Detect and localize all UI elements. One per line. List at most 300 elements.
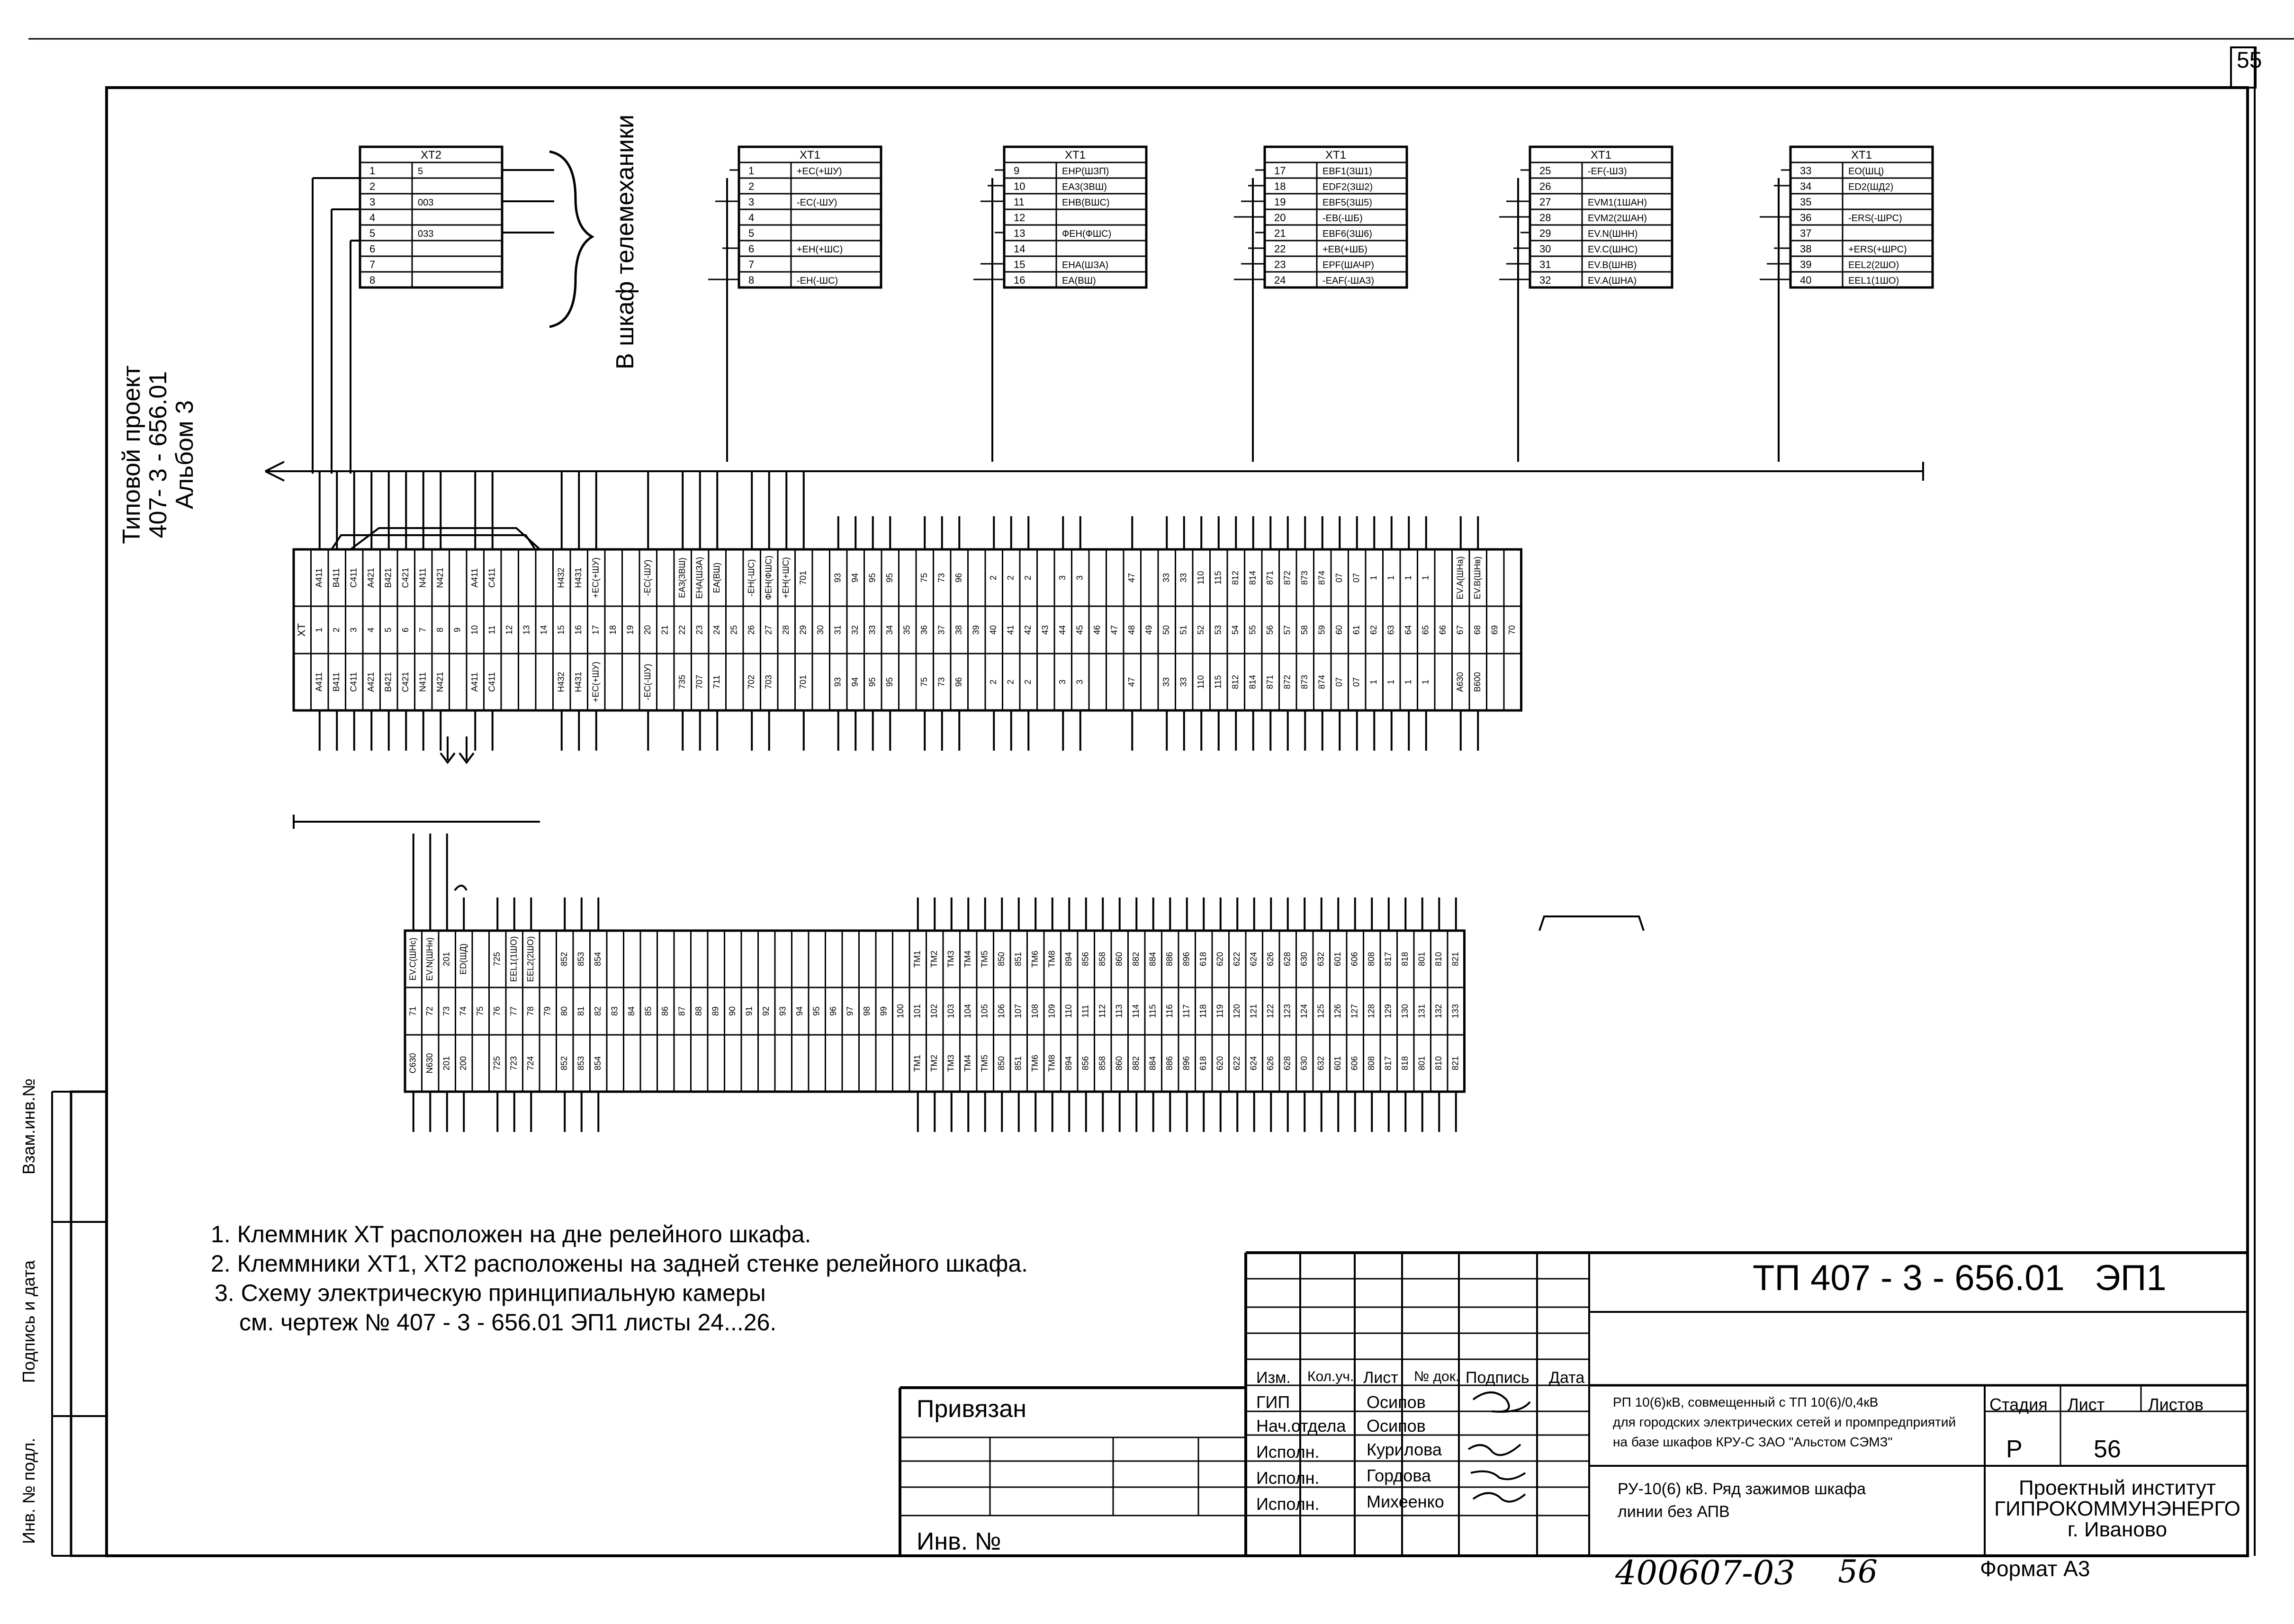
terminal-strip-xt-top-label: 871 (1265, 570, 1275, 585)
terminal-strip-xt-terminal-number: 61 (1351, 625, 1361, 635)
terminal-strip-xt-top-label: A421 (366, 567, 376, 588)
terminal-strip-2-terminal-number: 130 (1400, 1004, 1410, 1019)
terminal-strip-xt-top-label: 872 (1282, 570, 1292, 585)
xt2-table-row-signal: 5 (418, 166, 423, 177)
terminal-strip-xt-bottom-label: A411 (470, 672, 479, 692)
terminal-strip-2-bottom-label: TM4 (963, 1055, 972, 1072)
xt1-table-5-title: XT1 (1851, 149, 1872, 162)
terminal-strip-2-bottom-label: 632 (1316, 1056, 1326, 1071)
terminal-strip-2-terminal-number: 116 (1165, 1004, 1174, 1018)
terminal-strip-xt-bottom-label: 735 (677, 674, 687, 690)
terminal-strip-2-bottom-label: 817 (1383, 1056, 1393, 1071)
terminal-strip-2-top-label: 606 (1349, 951, 1359, 967)
terminal-strip-2-bottom-label: TM6 (1030, 1055, 1040, 1072)
terminal-strip-2-bottom-label: 724 (526, 1056, 535, 1071)
strip2-hook (455, 886, 467, 890)
terminal-strip-xt-top-label: EV.A(ШНа) (1455, 556, 1465, 600)
terminal-strip-2-top-label: TM1 (912, 951, 922, 968)
xt2-table (360, 147, 502, 287)
terminal-strip-2-terminal-number: 112 (1098, 1004, 1107, 1018)
terminal-strip-2-bottom-label: 200 (459, 1056, 468, 1071)
xt1-table-5-row-num: 37 (1800, 227, 1812, 239)
terminal-strip-xt-bottom-label: 07 (1351, 677, 1361, 687)
jumper-upper-1 (332, 535, 535, 549)
terminal-strip-xt-terminal-number: 26 (747, 625, 756, 635)
terminal-strip-xt-bottom-label: 711 (712, 675, 721, 689)
terminal-strip-2-terminal-number: 82 (593, 1006, 603, 1016)
terminal-strip-xt-terminal-number: 46 (1092, 625, 1102, 635)
terminal-strip-2-terminal-number: 128 (1367, 1004, 1376, 1019)
terminal-strip-xt-top-label: B421 (383, 567, 393, 588)
xt1-table-4-title: XT1 (1590, 149, 1612, 162)
terminal-strip-xt-top-label: 33 (1178, 573, 1188, 583)
terminal-strip-xt-terminal-number: 17 (591, 625, 601, 635)
terminal-strip-xt-terminal-number: 54 (1231, 625, 1240, 635)
xt1-table-2-row-signal: EHB(ВШС) (1062, 197, 1110, 208)
terminal-strip-xt-top-label: 874 (1317, 570, 1327, 585)
terminal-strip-xt-bottom-label: 47 (1127, 677, 1136, 687)
description-1-line-2: для городских электрических сетей и промпредприятий (1613, 1415, 1956, 1429)
terminal-strip-xt-bottom-label: 1 (1369, 679, 1378, 685)
terminal-strip-2-terminal-number: 108 (1030, 1004, 1040, 1019)
terminal-strip-2-terminal-number: 86 (660, 1006, 670, 1016)
terminal-strip-xt-bottom-label: H432 (556, 672, 566, 692)
terminal-strip-xt-top-label: 73 (936, 573, 946, 583)
xt1-table-1-row-num: 7 (748, 259, 755, 270)
terminal-strip-2 (405, 897, 1465, 1132)
terminal-strip-xt-top-label: 701 (798, 570, 808, 585)
terminal-strip-2-top-label: 622 (1232, 951, 1241, 967)
terminal-strip-2-terminal-number: 119 (1215, 1004, 1225, 1018)
handwritten-code: 400607-03 (1615, 1553, 1795, 1592)
description-2-line-1: РУ-10(6) кВ. Ряд зажимов шкафа (1618, 1480, 1866, 1498)
terminal-strip-2-terminal-number: 78 (526, 1006, 535, 1016)
xt1-table-2-row-signal: EHP(ШЗП) (1062, 166, 1109, 177)
terminal-strip-2-terminal-number: 115 (1148, 1004, 1158, 1018)
terminal-strip-xt-terminal-number: 31 (833, 625, 843, 635)
page-number: 55 (2237, 48, 2262, 73)
terminal-strip-xt-bottom-label: 33 (1178, 677, 1188, 687)
terminal-strip-xt-terminal-number: 37 (936, 625, 946, 635)
stadia-label: Стадия (1989, 1395, 2048, 1414)
terminal-strip-xt-bottom-label: 1 (1403, 679, 1413, 685)
terminal-strip-xt-top-label: 07 (1334, 573, 1344, 583)
terminal-strip-xt-bottom-label: 07 (1334, 677, 1344, 687)
terminal-strip-xt-terminal-number: 18 (608, 625, 618, 635)
terminal-strip-xt-terminal-number: 41 (1006, 625, 1016, 635)
terminal-strip-xt-top-label: N421 (435, 567, 445, 588)
terminal-strip-xt-bottom-label: 2 (1006, 679, 1016, 685)
xt1-table-2-row-signal: EA(ВШ) (1062, 276, 1096, 286)
xt1-table-3-row-signal: EPF(ШАЧР) (1322, 260, 1374, 270)
xt1-table-1-row-num: 5 (748, 227, 755, 239)
terminal-strip-2-terminal-number: 118 (1198, 1004, 1208, 1018)
terminal-strip-xt-bottom-label: 93 (833, 677, 843, 687)
terminal-strip-2-top-label: 630 (1299, 951, 1309, 967)
terminal-strip-xt-terminal-number: 20 (643, 625, 652, 635)
terminal-strip-xt-top-label: 115 (1213, 571, 1223, 585)
xt2-table-row-signal: 003 (418, 197, 434, 208)
terminal-strip-xt-bottom-label: +EC(+ШУ) (591, 662, 601, 702)
side-stamp-album: Альбом 3 (171, 400, 198, 509)
terminal-strip-2-terminal-number: 110 (1064, 1004, 1073, 1018)
xt1-table-3 (1265, 147, 1407, 287)
terminal-strip-xt-top-label: 95 (885, 573, 894, 583)
terminal-strip-xt-top-label: 1 (1369, 575, 1378, 581)
col-kolvo: Кол.уч. (1307, 1369, 1354, 1384)
terminal-strip-2-top-label: 810 (1434, 951, 1443, 967)
terminal-strip-2-terminal-number: 131 (1417, 1004, 1427, 1019)
terminal-strip-xt-terminal-number: 70 (1507, 625, 1517, 635)
inv-no-label: Инв. № (917, 1528, 1001, 1555)
xt1-table-3-row-signal: +EB(+ШБ) (1322, 244, 1367, 255)
terminal-strip-2-top-label: 852 (559, 951, 569, 967)
terminal-strip-2-top-label: 818 (1400, 951, 1410, 967)
terminal-strip-2-terminal-number: 117 (1181, 1004, 1191, 1018)
xt1-table-3-row-num: 24 (1274, 274, 1286, 286)
xt2-table-frame (360, 147, 502, 287)
terminal-strip-xt-top-label: 94 (850, 573, 860, 583)
terminal-strip-xt-bottom-label: B411 (332, 672, 341, 692)
xt1-table-3-row-signal: EBF5(ЗШ5) (1322, 197, 1372, 208)
terminal-strip-2-terminal-number: 94 (795, 1006, 804, 1016)
notes (211, 1220, 1028, 1337)
format-label: Формат А3 (1980, 1556, 2090, 1581)
terminal-strip-2-terminal-number: 79 (542, 1006, 552, 1016)
terminal-strip-xt-bottom-label: 95 (885, 677, 894, 687)
terminal-strip-xt-top-label: 47 (1127, 573, 1136, 583)
xt1-table-1-title: XT1 (799, 149, 821, 162)
xt1-table-4-row-signal: -EF(-ШЗ) (1588, 166, 1627, 177)
down-arrow-1 (441, 736, 455, 763)
xt1-table-4-row-num: 30 (1539, 243, 1551, 255)
terminal-strip-2-terminal-number: 84 (627, 1006, 636, 1016)
org-line-2: ГИПРОКОММУНЭНЕРГО (1994, 1497, 2240, 1520)
handwritten-sheet: 56 (1838, 1553, 1878, 1590)
xt1-table-5-row-signal: +ERS(+ШРС) (1848, 244, 1907, 255)
terminal-strip-2-terminal-number: 75 (475, 1006, 485, 1016)
terminal-strip-xt-bottom-label: 707 (694, 674, 704, 690)
xt1-table-1-row-signal: -EH(-ШС) (797, 276, 838, 286)
terminal-strip-xt-terminal-number: 29 (798, 625, 808, 635)
terminal-strip-xt-terminal-number: 51 (1178, 625, 1188, 635)
xt1-table-5-row-num: 35 (1800, 196, 1812, 208)
terminal-strip-xt-terminal-number: 19 (625, 625, 635, 635)
xt2-table-row-num: 8 (369, 274, 376, 286)
terminal-strip-xt-top-label: C421 (401, 567, 410, 588)
col-podpis: Подпись (1466, 1369, 1529, 1387)
terminal-strip-2-terminal-number: 129 (1383, 1004, 1393, 1019)
list-label: Лист (2068, 1395, 2105, 1414)
terminal-strip-2-top-label: 626 (1266, 951, 1275, 967)
xt1-table-3-row-signal: EDF2(ЗШ2) (1322, 182, 1373, 192)
xt1-table-5-row-signal: ED2(ШД2) (1848, 182, 1894, 192)
xt1-table-5-row-signal: EO(ШЦ) (1848, 166, 1884, 177)
terminal-strip-xt-bottom-label: 3 (1075, 679, 1085, 685)
terminal-strip-xt-bottom-label: B421 (383, 672, 393, 692)
terminal-strip-xt-top-label: 93 (833, 573, 843, 583)
terminal-strip-xt-terminal-number: 8 (435, 627, 445, 633)
xt1-table-2-row-signal: ФEH(ФШС) (1062, 229, 1112, 239)
terminal-strip-xt-bottom-label: 1 (1421, 679, 1430, 685)
xt1-table-3-row-num: 22 (1274, 243, 1286, 255)
terminal-strip-2-top-label: 850 (997, 951, 1006, 967)
xt1-table-2-row-num: 13 (1014, 227, 1026, 239)
terminal-strip-2-bottom-label: C630 (408, 1053, 418, 1074)
terminal-strip-xt-top-label: 33 (1161, 573, 1171, 583)
staff-name-2: Осипов (1367, 1416, 1426, 1436)
terminal-strip-xt-terminal-number: 21 (660, 625, 670, 635)
terminal-strip-xt-terminal-number: 67 (1455, 625, 1465, 635)
description-2 (1618, 1478, 1866, 1523)
list-value: 56 (2094, 1436, 2121, 1463)
terminal-strip-2-terminal-number: 72 (425, 1006, 434, 1016)
terminal-strip-xt-label: XT (296, 623, 308, 637)
terminal-strip-2-bottom-label: 852 (559, 1056, 569, 1071)
terminal-strip-xt-bottom-label: 703 (764, 674, 774, 690)
terminal-strip-2-bottom-label: 818 (1400, 1056, 1410, 1071)
terminal-strip-xt-bottom-label: 871 (1265, 674, 1275, 690)
xt1-table-2-row-num: 9 (1014, 165, 1020, 177)
terminal-strip-2-bottom-label: 201 (441, 1056, 451, 1071)
terminal-strip-2-terminal-number: 107 (1013, 1004, 1023, 1019)
terminal-strip-2-bottom-label: 630 (1299, 1056, 1309, 1071)
terminal-strip-2-bottom-label: 808 (1367, 1056, 1376, 1071)
terminal-strip-xt-top-label: A411 (470, 568, 479, 588)
terminal-strip-xt-terminal-number: 10 (470, 625, 479, 635)
terminal-strip-xt-bottom-label: 96 (954, 677, 963, 687)
note-3: 3. Схему электрическую принципиальную камеры (215, 1280, 766, 1306)
terminal-strip-2-bottom-label: 723 (509, 1056, 519, 1071)
terminal-strip-2-terminal-number: 91 (744, 1006, 754, 1016)
terminal-strip-xt-bottom-label: 812 (1231, 674, 1240, 690)
terminal-strip-xt-bottom-label: 814 (1248, 674, 1258, 690)
terminal-strip-xt-bottom-label: 2 (989, 679, 998, 685)
terminal-strip-2-bottom-label: 851 (1013, 1056, 1023, 1071)
terminal-strip-xt-terminal-number: 57 (1282, 625, 1292, 635)
terminal-strip-2-top-label: 894 (1064, 951, 1073, 967)
terminal-strip-xt-top-label: 96 (954, 573, 963, 583)
terminal-strip-2-top-label: 817 (1383, 951, 1393, 967)
xt1-table-2-title: XT1 (1064, 149, 1086, 162)
terminal-strip-xt-top-label: C411 (487, 568, 497, 588)
terminal-strip-2-top-label: TM6 (1030, 951, 1040, 968)
terminal-strip-2-top-label: TM3 (946, 951, 956, 968)
description-2-line-2: линии без АПВ (1618, 1503, 1730, 1521)
terminal-strip-2-terminal-number: 104 (963, 1004, 972, 1019)
terminal-strip-2-bottom-label: 858 (1098, 1056, 1107, 1071)
terminal-strip-2-terminal-number: 125 (1316, 1004, 1326, 1019)
terminal-strip-xt-terminal-number: 23 (694, 625, 704, 635)
terminal-strip-xt-terminal-number: 14 (539, 625, 549, 635)
terminal-strip-xt-top-label: 3 (1075, 575, 1085, 581)
telemechanics-label: В шкаф телемеханики (612, 114, 639, 369)
terminal-strip-xt-terminal-number: 12 (504, 625, 514, 635)
terminal-strip-xt-terminal-number: 56 (1265, 625, 1275, 635)
org-line-1: Проектный институт (2018, 1476, 2216, 1499)
terminal-strip-2-bottom-label: 618 (1198, 1056, 1208, 1071)
terminal-strip-xt-terminal-number: 32 (850, 625, 860, 635)
terminal-strip-xt-bottom-label: A411 (314, 672, 324, 692)
terminal-strip-xt-top-label: -EC(-ШУ) (643, 559, 652, 596)
terminal-strip-2-top-label: 632 (1316, 951, 1326, 967)
terminal-strip-2-bottom-label: 725 (492, 1056, 502, 1071)
terminal-strip-xt-top-label: 814 (1248, 570, 1258, 585)
terminal-strip-2-terminal-number: 113 (1114, 1004, 1124, 1018)
margin-podpis-label: Подпись и дата (19, 1260, 38, 1383)
xt1-table-1-row-num: 1 (748, 165, 755, 177)
terminal-strip-2-bottom-label: 886 (1165, 1056, 1174, 1071)
terminal-strip-2-terminal-number: 90 (728, 1006, 737, 1016)
terminal-strip-2-terminal-number: 81 (576, 1006, 586, 1016)
terminal-strip-2-bottom-label: 850 (997, 1056, 1006, 1071)
stadia-value: Р (2006, 1436, 2023, 1463)
terminal-strip-2-terminal-number: 96 (828, 1006, 838, 1016)
terminal-strip-2-top-label: 882 (1131, 951, 1141, 967)
signature-3 (1471, 1471, 1525, 1480)
xt1-table-3-row-num: 20 (1274, 212, 1286, 224)
terminal-strip-xt-top-label: N411 (418, 568, 428, 588)
terminal-strip-2-terminal-number: 132 (1434, 1004, 1443, 1019)
xt1-table-4-row-num: 29 (1539, 227, 1551, 239)
xt1-table-5-row-signal: -ERS(-ШРС) (1848, 213, 1902, 224)
terminal-strip-xt-top-label: EHA(ШЗА) (694, 556, 704, 599)
terminal-strip-xt-top-label: 2 (1023, 575, 1033, 581)
terminal-strip-xt-terminal-number: 38 (954, 625, 963, 635)
terminal-strip-xt-terminal-number: 35 (902, 625, 912, 635)
terminal-strip-2-top-label: EEL2(2ШО) (526, 936, 535, 982)
terminal-strip-xt-terminal-number: 47 (1109, 625, 1119, 635)
terminal-strip-2-bottom-label: 884 (1148, 1056, 1158, 1071)
terminal-strip-xt-terminal-number: 42 (1023, 625, 1033, 635)
xt1-table-5-row-num: 36 (1800, 212, 1812, 224)
listov-label: Листов (2148, 1395, 2204, 1414)
terminal-strip-2-terminal-number: 89 (711, 1006, 720, 1016)
terminal-strip-2-terminal-number: 109 (1047, 1004, 1057, 1019)
terminal-strip-xt-terminal-number: 55 (1248, 625, 1258, 635)
xt1-table-1 (739, 147, 881, 287)
xt2-table-row-num: 6 (369, 243, 376, 255)
org-line-3: г. Иваново (2067, 1518, 2168, 1541)
terminal-strip-2-bottom-label: 801 (1417, 1056, 1427, 1071)
terminal-strip-xt-bottom-label: C411 (487, 672, 497, 692)
terminal-strip-2-terminal-number: 99 (879, 1006, 889, 1016)
terminal-strip-2-terminal-number: 124 (1299, 1004, 1309, 1019)
terminal-strip-xt-bottom-label: -EC(-ШУ) (643, 664, 652, 700)
staff-role-1: ГИП (1256, 1392, 1290, 1412)
terminal-strip-2-top-label: 896 (1181, 951, 1191, 967)
terminal-strip-xt-terminal-number: 44 (1058, 625, 1067, 635)
xt1-table-5-row-num: 40 (1800, 274, 1812, 286)
xt1-table-3-row-num: 23 (1274, 259, 1286, 270)
xt1-table-4-row-num: 31 (1539, 259, 1551, 270)
terminal-strip-2-terminal-number: 97 (845, 1006, 855, 1016)
terminal-strip-xt-terminal-number: 62 (1369, 625, 1378, 635)
terminal-strip-2-top-label: EV.N(ШНн) (425, 937, 434, 981)
xt1-table-4-row-signal: EV.A(ШНА) (1588, 276, 1637, 286)
xt1-table-4-row-signal: EVM2(2ШАН) (1588, 213, 1647, 224)
terminal-strip-xt-terminal-number: 27 (764, 625, 774, 635)
terminal-strip-2-terminal-number: 120 (1232, 1004, 1241, 1019)
xt1-table-4-row-num: 32 (1539, 274, 1551, 286)
xt1-table-4-row-signal: EV.N(ШНН) (1588, 229, 1638, 239)
staff-name-3: Курилова (1367, 1440, 1442, 1459)
terminal-strip-2-bottom-label: TM1 (912, 1055, 922, 1072)
col-data: Дата (1549, 1369, 1585, 1387)
terminal-strip-2-top-label: EV.C(ШНс) (408, 937, 418, 981)
terminal-strip-xt-terminal-number: 36 (919, 625, 929, 635)
col-izm: Изм. (1256, 1369, 1291, 1387)
terminal-strip-2-top-label: TM4 (963, 951, 972, 968)
terminal-strip-2-terminal-number: 133 (1450, 1004, 1460, 1019)
terminal-strip-xt-bottom-label: 94 (850, 677, 860, 687)
terminal-strip-2-terminal-number: 74 (459, 1006, 468, 1016)
terminal-strip-2-terminal-number: 83 (610, 1006, 620, 1016)
margin-vzam-label: Взам.инв.№ (19, 1078, 38, 1175)
xt2-table-row-num: 4 (369, 212, 376, 224)
terminal-strip-2-terminal-number: 102 (929, 1004, 939, 1019)
terminal-strip-xt-top-label: 1 (1421, 575, 1430, 581)
xt1-table-2-row-num: 11 (1014, 196, 1025, 208)
terminal-strip-2-terminal-number: 101 (912, 1004, 922, 1019)
staff-name-5: Михеенко (1367, 1492, 1444, 1511)
terminal-strip-2-top-label: 801 (1417, 951, 1427, 967)
terminal-strip-xt-top-label: A411 (314, 568, 324, 588)
terminal-strip-xt-bottom-label: 872 (1282, 674, 1292, 690)
terminal-strip-2-terminal-number: 73 (441, 1006, 451, 1016)
terminal-strip-xt-top-label: ФEH(ФШС) (764, 556, 774, 600)
xt2-table-row-num: 7 (369, 259, 376, 270)
terminal-strip-2-bottom-label: 853 (576, 1056, 586, 1071)
xt1-table-3-row-signal: -EAF(-ШАЗ) (1322, 276, 1375, 286)
terminal-strip-xt-bottom-label: 115 (1213, 675, 1223, 689)
terminal-strip-xt-bottom-label: 2 (1023, 679, 1033, 685)
xt1-table-1-row-signal: +EC(+ШУ) (797, 166, 842, 177)
terminal-strip-xt-top-label: 812 (1231, 570, 1240, 585)
xt1-table-2 (1004, 147, 1146, 287)
terminal-strip-2-top-label: 860 (1114, 951, 1124, 967)
xt1-table-1-row-num: 6 (748, 243, 755, 255)
xt1-table-5-row-signal: EEL2(2ШО) (1848, 260, 1899, 270)
terminal-strip-xt-terminal-number: 60 (1334, 625, 1344, 635)
privyazan-label: Привязан (917, 1395, 1027, 1423)
terminal-strip-2-bottom-label: 896 (1181, 1056, 1191, 1071)
terminal-strip-2-bottom-label: N630 (425, 1053, 434, 1074)
terminal-strip-xt-terminal-number: 66 (1438, 625, 1448, 635)
terminal-strip-2-top-label: TM5 (980, 951, 990, 968)
xt1-table-3-row-num: 17 (1274, 165, 1286, 177)
terminal-strip-xt-terminal-number: 40 (989, 625, 998, 635)
xt1-table-5-row-num: 34 (1800, 180, 1812, 192)
terminal-strip-2-top-label: TM2 (929, 951, 939, 968)
xt1-table-4-row-num: 26 (1539, 180, 1551, 192)
margin-stamp-box (71, 1092, 107, 1556)
xt2-table-title: XT2 (420, 149, 442, 162)
terminal-strip-xt-terminal-number: 3 (349, 627, 359, 633)
xt1-table-5 (1790, 147, 1933, 287)
terminal-strip-xt-bottom-label: 1 (1386, 679, 1396, 685)
terminal-strip-xt-terminal-number: 5 (383, 627, 393, 633)
terminal-strip-2-terminal-number: 114 (1131, 1004, 1141, 1018)
terminal-strip-2-top-label: 821 (1450, 951, 1460, 967)
terminal-strip-2-terminal-number: 92 (761, 1006, 771, 1016)
staff-role-2: Нач.отдела (1256, 1416, 1346, 1436)
xt1-table-4 (1530, 147, 1672, 287)
jumper-lower (1539, 916, 1644, 931)
terminal-strip-xt-top-label: 75 (919, 573, 929, 583)
terminal-strip-xt-terminal-number: 39 (971, 625, 981, 635)
terminal-strip-2-top-label: 725 (492, 951, 502, 967)
